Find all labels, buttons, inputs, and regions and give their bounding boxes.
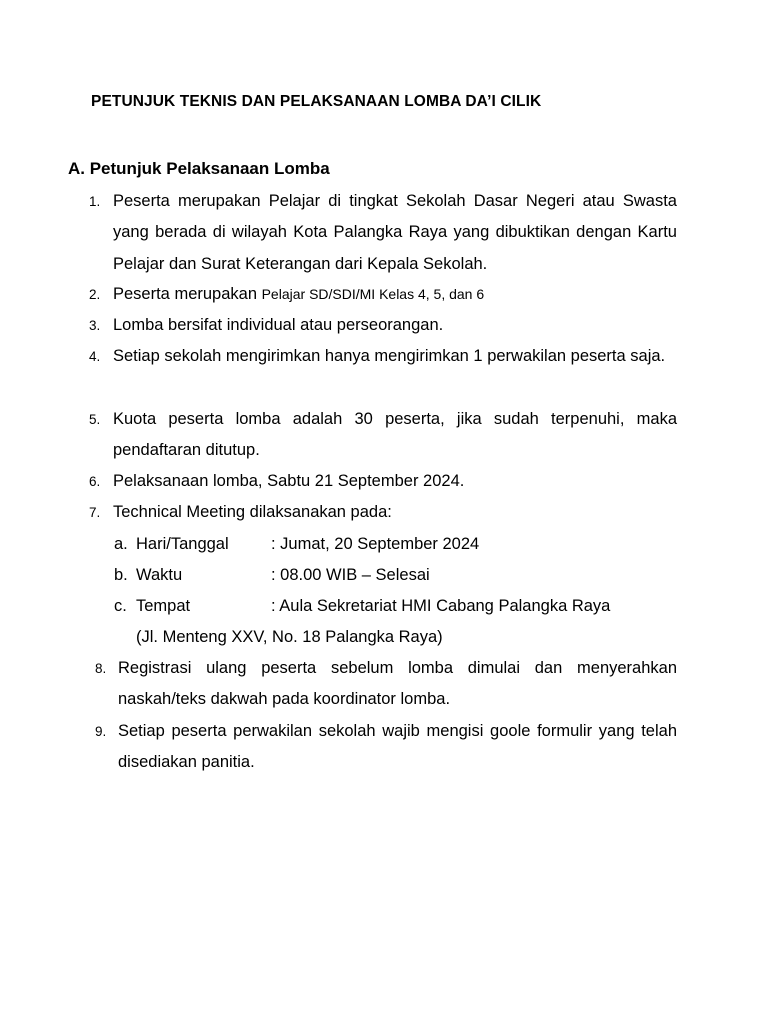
list-item-text [113, 279, 484, 310]
list-item-number: 5. [89, 412, 101, 427]
sub-item-letter: a. [114, 535, 128, 553]
sub-item-label: Hari/Tanggal [136, 535, 229, 553]
list-item-number: 4. [89, 349, 101, 364]
sub-item-value: : 08.00 WIB – Selesai [271, 566, 430, 584]
list-item-number: 2. [89, 287, 101, 302]
list-item-text: Lomba bersifat individual atau perseorangan. [113, 316, 444, 334]
list-item-number: 9. [95, 724, 107, 739]
list-item-text: Setiap sekolah mengirimkan hanya mengirimkan 1 perwakilan peserta saja. [113, 347, 666, 365]
sub-item-value: : Jumat, 20 September 2024 [271, 535, 480, 553]
section-heading: A. Petunjuk Pelaksanaan Lomba [68, 159, 330, 178]
list-item-text-small: Pelajar SD/SDI/MI Kelas 4, 5, dan 6 [261, 286, 485, 302]
list-item-text: Pelaksanaan lomba, Sabtu 21 September 2024. [113, 472, 465, 490]
list-item-text: Setiap peserta perwakilan sekolah wajib mengisi goole formulir yang telah disediakan panitia. [118, 722, 677, 772]
list-item-number: 1. [89, 194, 101, 209]
sub-item-letter: c. [114, 597, 127, 615]
sub-item-value: : Aula Sekretariat HMI Cabang Palangka Raya [271, 597, 611, 615]
list-item-number: 7. [89, 505, 101, 520]
list-item-text: Technical Meeting dilaksanakan pada: [113, 503, 392, 521]
sub-item-letter: b. [114, 566, 128, 584]
document-title: PETUNJUK TEKNIS DAN PELAKSANAAN LOMBA DA’I CILIK [91, 93, 542, 110]
list-item-text-main: Peserta merupakan [113, 285, 257, 303]
list-item-text: Kuota peserta lomba adalah 30 peserta, jika sudah terpenuhi, maka pendaftaran ditutup. [113, 410, 677, 460]
list-item-number: 3. [89, 318, 101, 333]
sub-item-label: Waktu [136, 566, 183, 584]
list-item-number: 6. [89, 474, 101, 489]
list-item-text: Peserta merupakan Pelajar di tingkat Sekolah Dasar Negeri atau Swasta yang berada di wilayah Kota Palangka Raya yang dibuktikan dengan Kartu Pelajar dan Surat Keterangan dari Kepala Sekolah. [113, 192, 677, 273]
list-item-text: Registrasi ulang peserta sebelum lomba dimulai dan menyerahkan naskah/teks dakwah pada koordinator lomba. [118, 659, 677, 709]
venue-address: (Jl. Menteng XXV, No. 18 Palangka Raya) [136, 628, 443, 646]
sub-item-label: Tempat [136, 597, 191, 615]
list-item-number: 8. [95, 661, 107, 676]
